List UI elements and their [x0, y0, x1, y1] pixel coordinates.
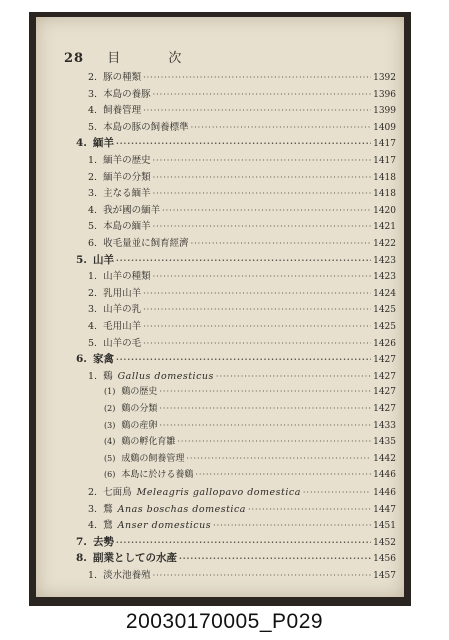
- toc-title: 淡水池養殖: [103, 570, 151, 581]
- dot-leader: [153, 189, 372, 198]
- toc-title: 七面鳥: [103, 487, 132, 498]
- toc-page-number: 1447: [373, 504, 396, 515]
- toc-page-number: 1426: [373, 338, 396, 349]
- toc-number: (6): [104, 470, 116, 480]
- toc-page-number: 1420: [373, 205, 396, 216]
- toc-page-number: 1442: [373, 453, 396, 464]
- dot-leader: [303, 488, 371, 497]
- toc-section-row: [76, 534, 396, 548]
- toc-number: 2.: [88, 72, 98, 83]
- toc-number: 5.: [88, 221, 98, 233]
- dot-leader: [162, 206, 371, 215]
- toc-title: 鷄の産卵: [121, 420, 158, 431]
- dot-leader: [216, 372, 371, 381]
- toc-page-number: 1421: [373, 222, 396, 233]
- toc-number: 3.: [88, 188, 98, 200]
- dot-leader: [153, 571, 372, 580]
- toc-page-number: 1422: [373, 239, 396, 249]
- toc-title: 主なる緬羊: [103, 188, 151, 200]
- dot-leader: [159, 404, 371, 413]
- page-number: 28: [64, 51, 85, 66]
- toc-title: 山羊: [92, 253, 114, 266]
- toc-number: 4.: [88, 105, 98, 117]
- dot-leader: [153, 90, 372, 99]
- toc-page-number: 1396: [373, 89, 396, 100]
- dot-leader: [177, 437, 371, 446]
- toc-item-row: [88, 318, 396, 332]
- dot-leader: [143, 322, 371, 331]
- toc-number: 7.: [76, 535, 87, 548]
- toc-subitem-row: [104, 401, 396, 415]
- toc-number: 3.: [88, 503, 98, 515]
- toc-item-row: [88, 567, 396, 581]
- image-caption: 20030170005_P029: [125, 610, 324, 633]
- toc-page-number: 1418: [373, 172, 396, 183]
- toc-page-number: 1446: [373, 488, 396, 498]
- toc-number: 2.: [88, 487, 98, 498]
- toc-page-number: 1417: [373, 139, 396, 150]
- toc-item-row: [88, 152, 396, 166]
- toc-subitem-row: [104, 451, 396, 465]
- toc-number: 4.: [88, 321, 98, 332]
- toc-number: 5.: [88, 121, 98, 133]
- dot-leader: [143, 289, 371, 298]
- toc-page-number: 1399: [373, 106, 396, 117]
- toc-latin-name: Meleagris gallopavo domestica: [136, 487, 301, 498]
- toc-item-row: [88, 119, 396, 133]
- toc-number: 1.: [88, 370, 98, 382]
- toc-item-row: [88, 368, 396, 382]
- dot-leader: [213, 521, 371, 530]
- toc-title: 本島の養豚: [103, 88, 151, 100]
- toc-number: 2.: [88, 171, 98, 183]
- toc-title: 去勢: [92, 535, 114, 548]
- toc-page-number: 1425: [373, 305, 396, 316]
- toc-page-number: 1392: [373, 73, 396, 83]
- toc-page-number: 1456: [373, 554, 396, 565]
- toc-item-row: [88, 86, 396, 100]
- book-page: [36, 17, 404, 597]
- dot-leader: [153, 173, 372, 182]
- page-heading: 目 次: [107, 51, 204, 66]
- toc-section-row: [76, 550, 396, 564]
- toc-title: 鷄の歴史: [121, 387, 158, 398]
- dot-leader: [143, 106, 371, 115]
- toc-title: 副業としての水產: [92, 552, 177, 565]
- toc-page-number: 1423: [373, 255, 396, 266]
- toc-page-number: 1433: [373, 420, 396, 431]
- toc-title: 緬羊の分類: [103, 171, 151, 183]
- toc-title: 鷄の孵化育雛: [121, 437, 176, 448]
- dot-leader: [116, 537, 371, 547]
- toc-page-number: 1409: [373, 122, 396, 133]
- dot-leader: [116, 138, 371, 148]
- toc-item-row: [88, 501, 396, 515]
- toc-item-row: [88, 285, 396, 299]
- toc-title: 鶩: [103, 503, 113, 515]
- toc-page-number: 1451: [373, 521, 396, 532]
- toc-title: 豚の種類: [103, 72, 142, 83]
- dot-leader: [153, 222, 372, 231]
- toc-page-number: 1417: [373, 156, 396, 166]
- toc-page-number: 1457: [373, 571, 396, 581]
- toc-item-row: [88, 301, 396, 315]
- toc-section-row: [76, 252, 396, 266]
- toc-page-number: 1427: [373, 387, 396, 398]
- toc-number: 6.: [88, 238, 98, 249]
- dot-leader: [143, 305, 371, 314]
- toc-title: 成鷄の飼養管理: [121, 453, 185, 464]
- dot-leader: [159, 421, 371, 430]
- dot-leader: [248, 505, 371, 514]
- toc-number: 1.: [88, 570, 98, 581]
- toc-title: 本島に於ける養鷄: [121, 470, 194, 481]
- toc-item-row: [88, 185, 396, 199]
- toc-page-number: 1452: [373, 537, 396, 548]
- toc-latin-name: Anser domesticus: [117, 520, 212, 532]
- toc-number: 3.: [88, 304, 98, 316]
- toc-number: 4.: [88, 520, 98, 532]
- toc-title: 鵞: [103, 520, 113, 532]
- toc-number: 8.: [76, 552, 87, 565]
- toc-page-number: 1427: [373, 404, 396, 414]
- toc-item-row: [88, 169, 396, 183]
- toc-title: 乳用山羊: [103, 287, 142, 299]
- dot-leader: [143, 339, 371, 348]
- toc-item-row: [88, 102, 396, 116]
- toc-number: (1): [104, 387, 116, 397]
- dot-leader: [191, 239, 372, 248]
- toc-title: 本島の緬羊: [103, 221, 151, 233]
- toc-number: (3): [104, 420, 116, 430]
- dot-leader: [159, 387, 371, 396]
- toc-page-number: 1423: [373, 272, 396, 283]
- toc-item-row: [88, 202, 396, 216]
- toc-title: 山羊の乳: [103, 304, 142, 316]
- toc-item-row: [88, 218, 396, 232]
- toc-latin-name: Anas boschas domestica: [117, 503, 246, 515]
- toc-title: 緬羊の歴史: [103, 155, 151, 166]
- toc-number: 5.: [88, 337, 98, 349]
- toc-title: 山羊の毛: [103, 337, 142, 349]
- toc-title: 本島の豚の飼養標準: [103, 121, 189, 133]
- dot-leader: [191, 123, 372, 132]
- toc-title: 鷄の分類: [121, 404, 158, 414]
- page-header: [64, 47, 203, 66]
- toc-title: 家禽: [92, 353, 114, 366]
- toc-subitem-row: [104, 467, 396, 481]
- toc-page-number: 1425: [373, 322, 396, 332]
- toc-page-number: 1427: [373, 355, 396, 366]
- toc-title: 我が國の緬羊: [103, 204, 161, 216]
- dot-leader: [186, 454, 371, 463]
- toc-item-row: [88, 235, 396, 249]
- toc-number: (5): [104, 453, 116, 463]
- toc-page-number: 1446: [373, 470, 396, 481]
- toc-subitem-row: [104, 418, 396, 432]
- toc-number: 4.: [88, 204, 98, 216]
- dot-leader: [179, 553, 371, 563]
- toc-subitem-row: [104, 434, 396, 448]
- toc-title: 緬羊: [92, 137, 114, 150]
- dot-leader: [153, 156, 372, 165]
- toc-title: 飼養管理: [103, 105, 142, 117]
- toc-page-number: 1435: [373, 437, 396, 448]
- toc-item-row: [88, 268, 396, 282]
- toc-title: 山羊の種類: [103, 271, 151, 283]
- toc-item-row: [88, 517, 396, 531]
- toc-page-number: 1418: [373, 189, 396, 200]
- toc-number: 5.: [76, 253, 87, 266]
- toc-item-row: [88, 484, 396, 498]
- toc-section-row: [76, 351, 396, 365]
- dot-leader: [116, 255, 371, 265]
- dot-leader: [153, 272, 372, 281]
- dot-leader: [116, 354, 371, 364]
- toc-latin-name: Gallus domesticus: [117, 370, 214, 382]
- toc-section-row: [76, 135, 396, 149]
- toc-number: 6.: [76, 353, 87, 366]
- toc-number: 4.: [76, 137, 87, 150]
- toc-page-number: 1427: [373, 371, 396, 382]
- toc-page-number: 1424: [373, 288, 396, 299]
- toc-number: 2.: [88, 287, 98, 299]
- dot-leader: [195, 470, 371, 479]
- toc-number: 1.: [88, 155, 98, 166]
- toc-item-row: [88, 335, 396, 349]
- dot-leader: [143, 73, 371, 82]
- toc-number: (4): [104, 437, 116, 447]
- toc-number: 1.: [88, 271, 98, 283]
- toc-number: 3.: [88, 88, 98, 100]
- toc-title: 鷄: [103, 370, 113, 382]
- toc-title: 毛用山羊: [103, 321, 142, 332]
- toc-number: (2): [104, 404, 116, 413]
- toc-subitem-row: [104, 384, 396, 398]
- toc-item-row: [88, 69, 396, 83]
- toc-title: 收毛量並に飼育經濟: [103, 238, 189, 249]
